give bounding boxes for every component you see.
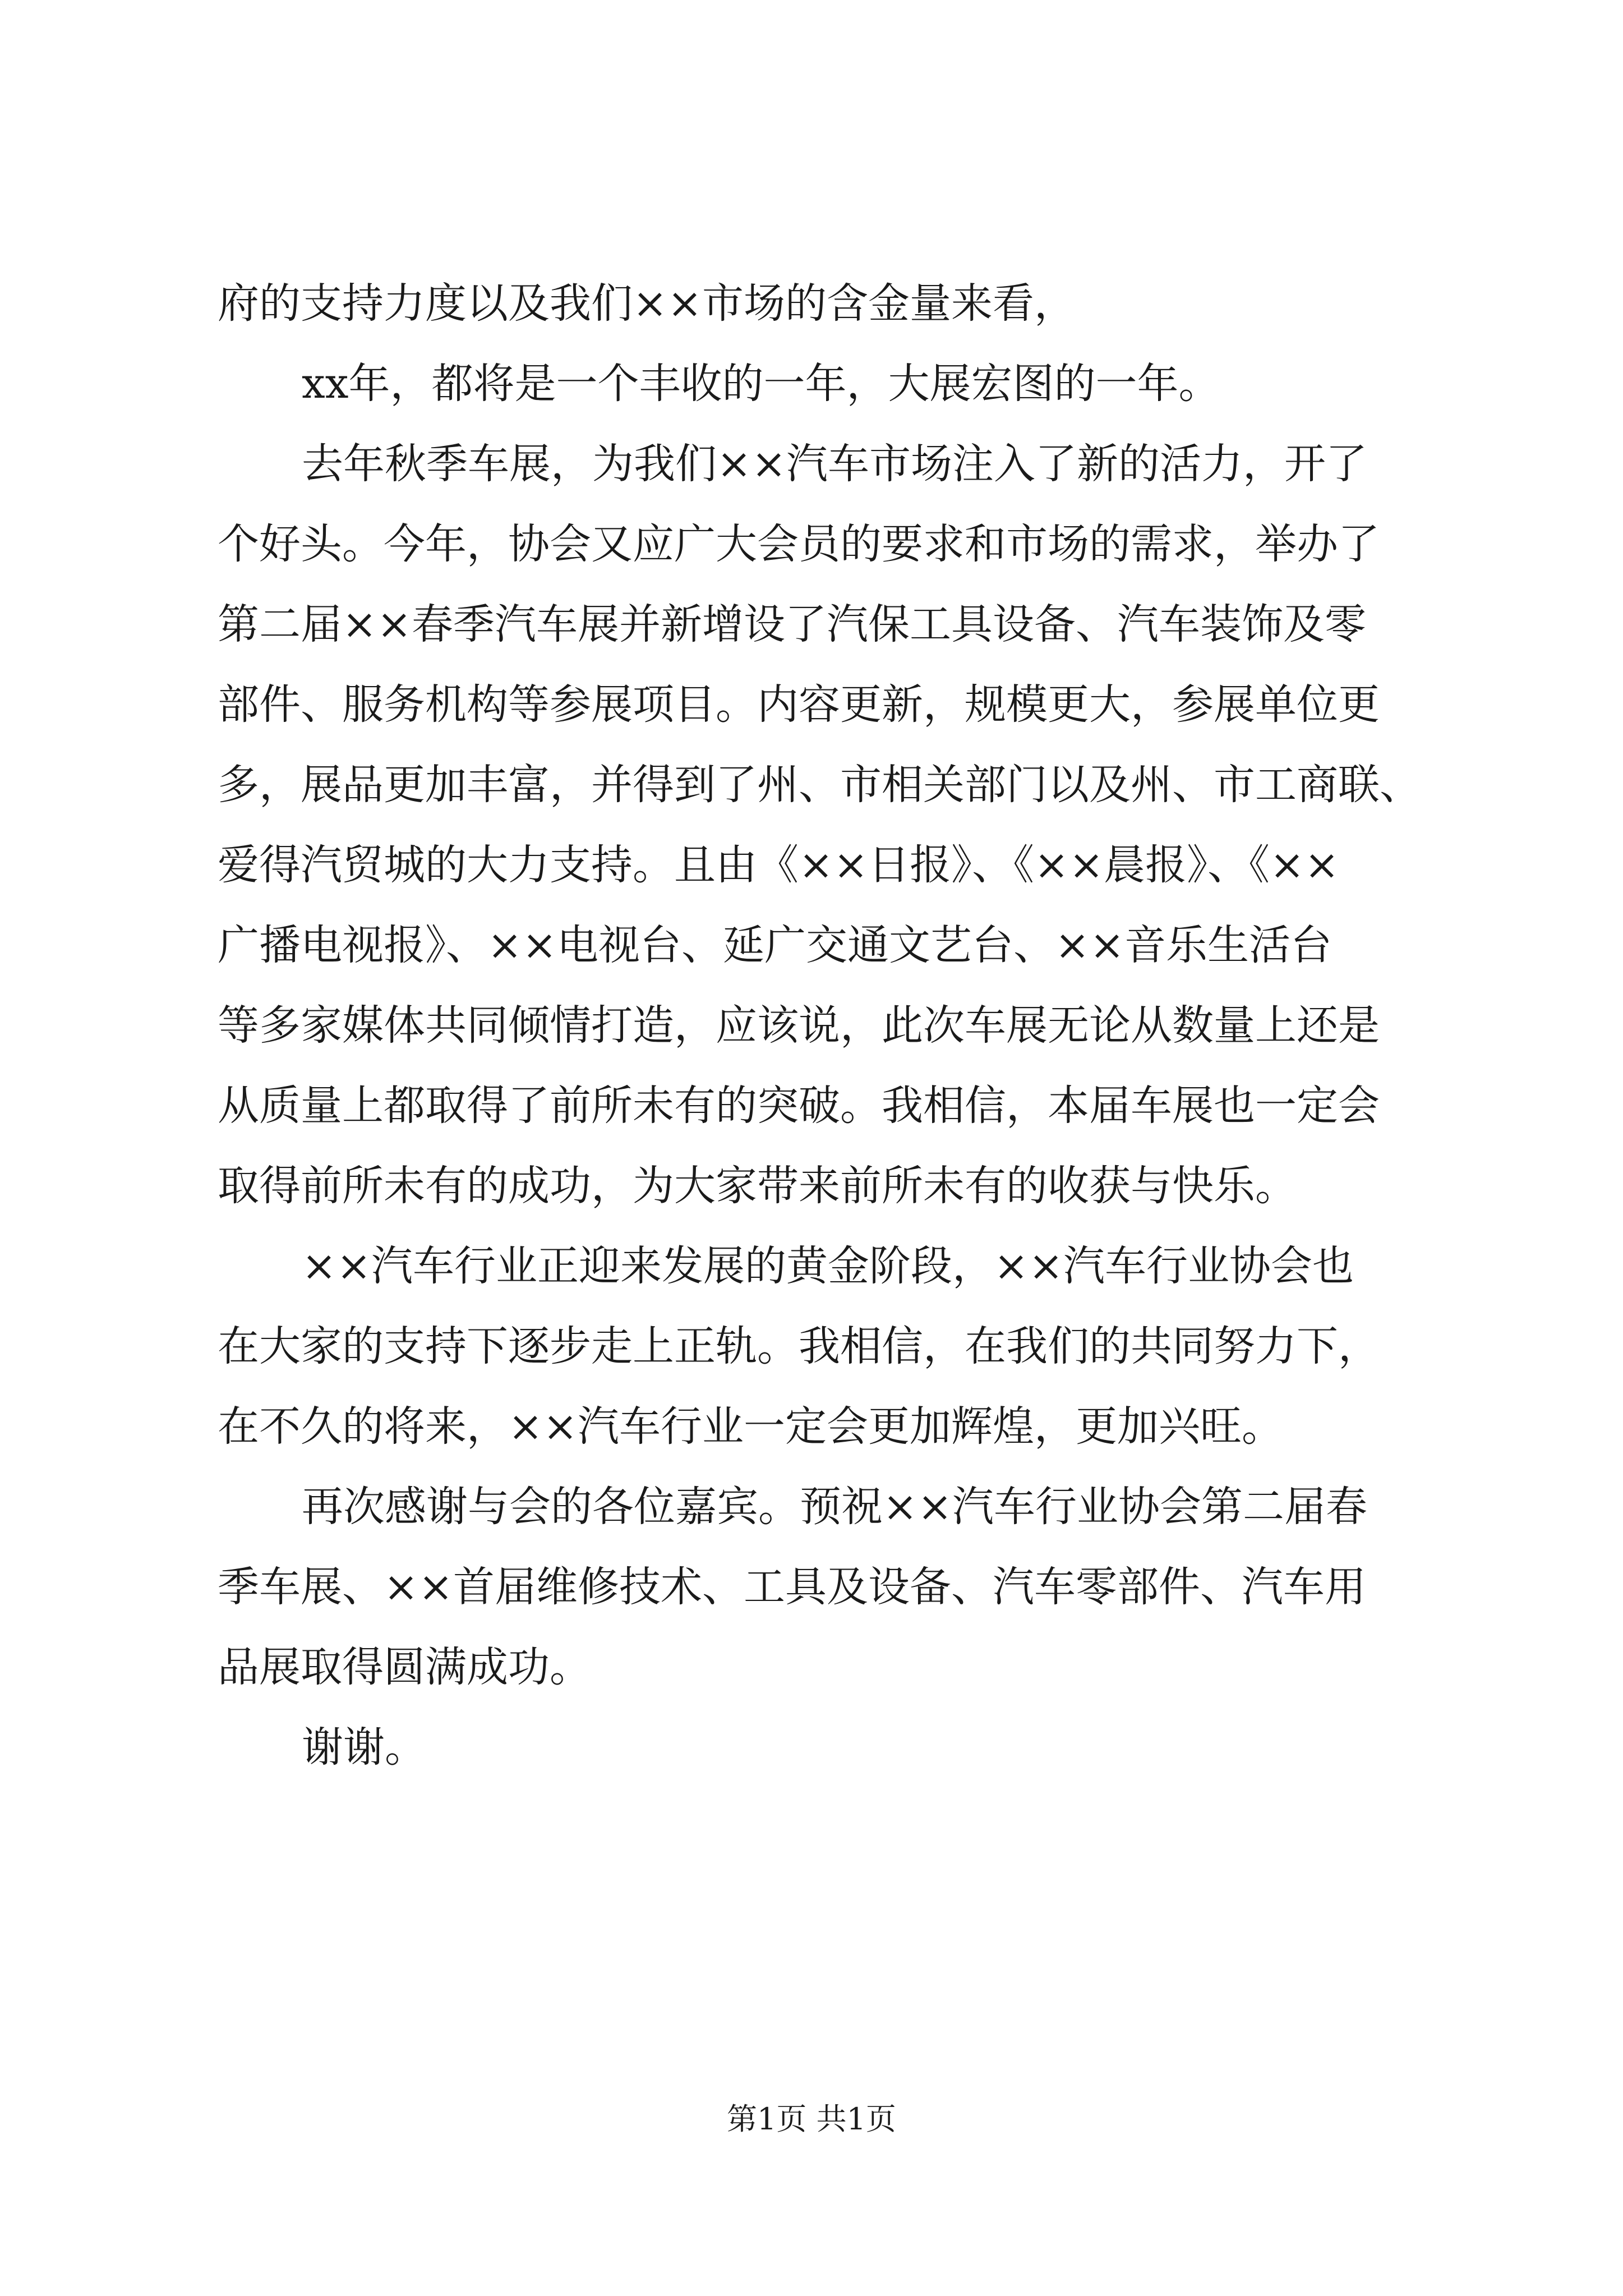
text-line: 去年秋季车展，为我们××汽车市场注入了新的活力，开了: [302, 440, 1368, 488]
text-line: 在不久的将来，××汽车行业一定会更加辉煌，更加兴旺。: [218, 1402, 1284, 1451]
text-line: 在大家的支持下逐步走上正轨。我相信，在我们的共同努力下，: [218, 1322, 1380, 1370]
text-line: 取得前所未有的成功，为大家带来前所未有的收获与快乐。: [218, 1162, 1297, 1210]
document-body: [218, 264, 1423, 1788]
text-line: 爱得汽贸城的大力支持。且由《××日报》、《××晨报》、《××: [218, 841, 1340, 889]
text-line: 从质量上都取得了前所未有的突破。我相信，本届车展也一定会: [218, 1082, 1380, 1130]
text-line: xx年，都将是一个丰收的一年，大展宏图的一年。: [302, 360, 1220, 408]
text-line: 广播电视报》、××电视台、延广交通文艺台、××音乐生活台: [218, 921, 1332, 969]
text-line: 等多家媒体共同倾情打造，应该说，此次车展无论从数量上还是: [218, 1001, 1380, 1050]
text-line: 第二届××春季汽车展并新增设了汽保工具设备、汽车装饰及零: [218, 600, 1367, 648]
text-line: 谢谢。: [302, 1723, 426, 1772]
page-number-footer: 第1页 共1页: [727, 2101, 896, 2137]
text-line: ××汽车行业正迎来发展的黄金阶段，××汽车行业协会也: [302, 1242, 1354, 1290]
text-line: 府的支持力度以及我们××市场的含金量来看，: [218, 279, 1076, 328]
text-line: 再次感谢与会的各位嘉宾。预祝××汽车行业协会第二届春: [302, 1483, 1368, 1531]
text-line: 部件、服务机构等参展项目。内容更新，规模更大，参展单位更: [218, 680, 1380, 729]
text-line: 多，展品更加丰富，并得到了州、市相关部门以及州、市工商联、: [218, 761, 1421, 809]
text-line: 个好头。今年，协会又应广大会员的要求和市场的需求，举办了: [218, 520, 1380, 568]
text-line: 季车展、××首届维修技术、工具及设备、汽车零部件、汽车用: [218, 1563, 1367, 1611]
text-line: 品展取得圆满成功。: [218, 1643, 591, 1691]
